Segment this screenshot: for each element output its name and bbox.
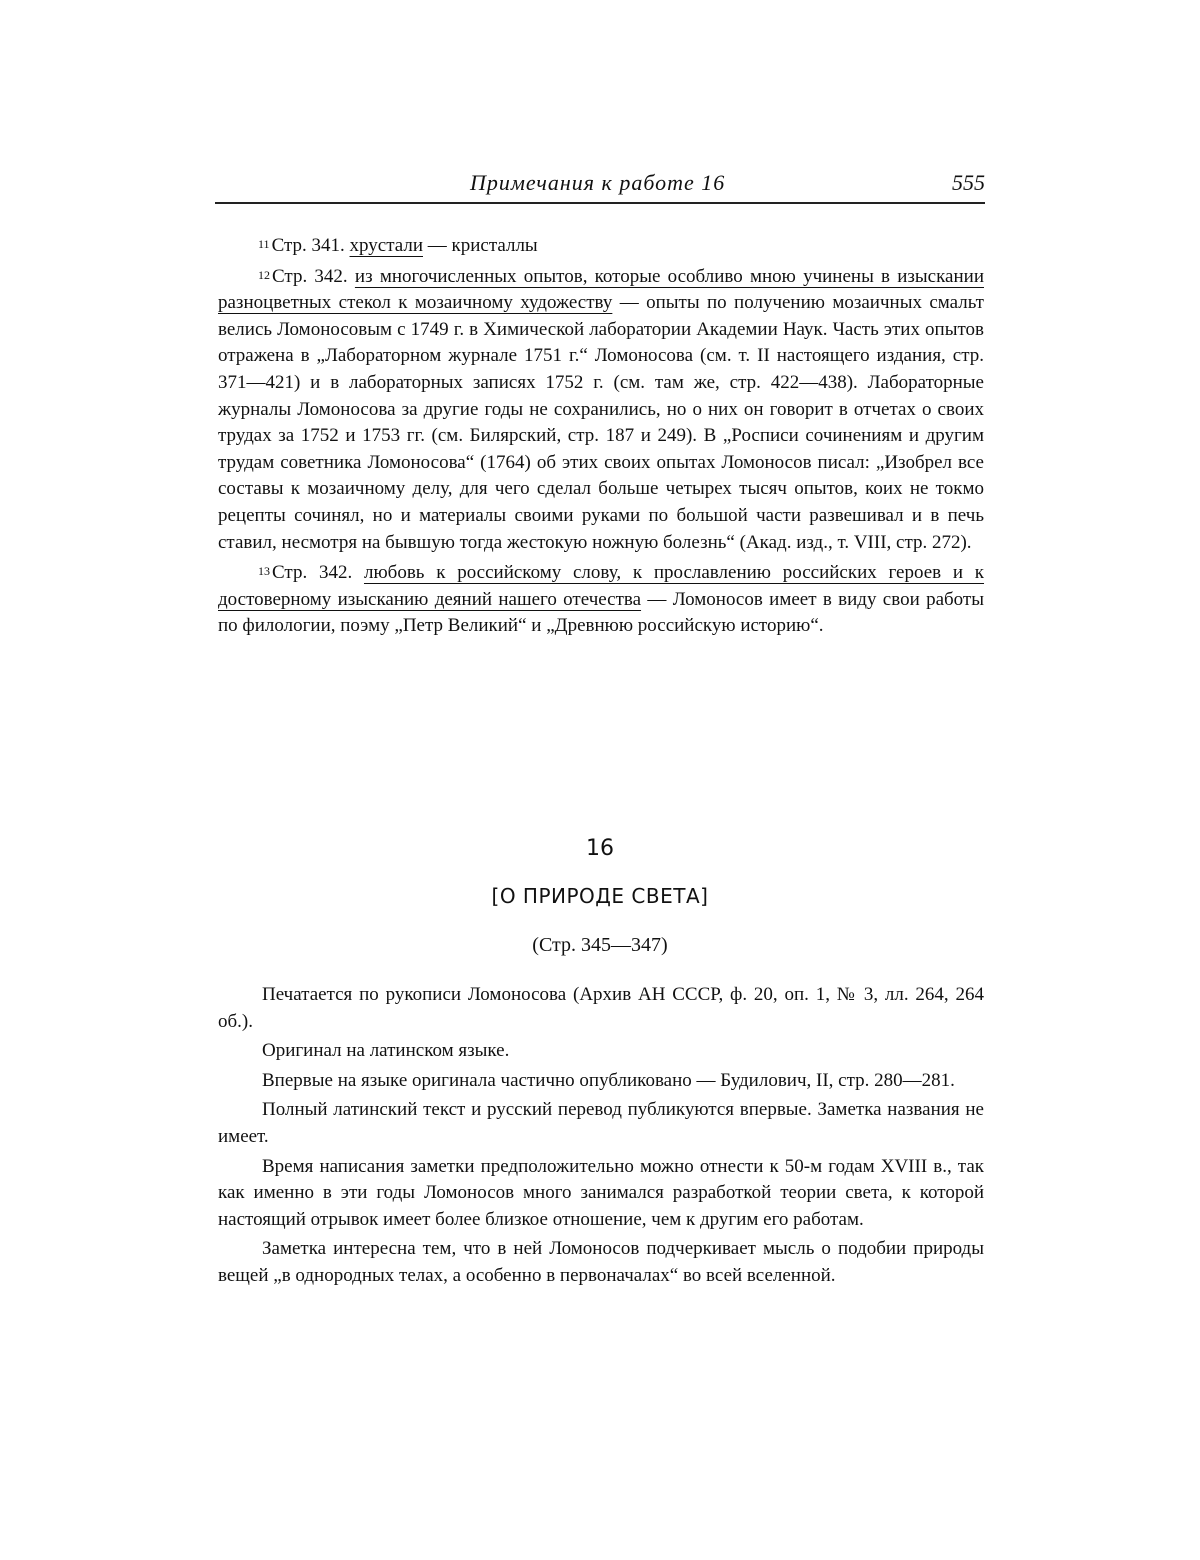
note-lemma: из многочисленных опытов, которые особливо мною учинены в изыскании разноцветных стекол к мозаичному художеству [218,265,984,314]
note-number: 13 [258,564,270,579]
note-number: 12 [258,267,270,282]
commentary-paragraph: Печатается по рукописи Ломоносова (Архив АН СССР, ф. 20, оп. 1, № 3, лл. 264, 264 об.). [218,984,984,1032]
note-lemma: хрустали [349,235,423,256]
note-text: — опыты по получению мозаичных смальт велись Ломоносовым с 1749 г. в Химической лаборатории Академии Наук. Часть этих опытов отражена в „Лабораторном журнале 1751 г.“ Ломоносова (см. т. II настоящего издания, стр. 371—421) и в лабораторных записях 1752 г. (см. там же, стр. 422—438). Лабораторные журналы Ломоносова за другие годы не сохранились, но о них он говорит в отчетах о своих трудах за 1752 и 1753 гг. (см. Билярский, стр. 187 и 249). В „Росписи сочинениям и другим трудам советника Ломоносова“ (1764) об этих своих опытах Ломоносов писал: „Изобрел все составы к мозаичному делу, для чего сделал больше четырех тысяч опытов, коих не токмо рецепты сочинял, но и материалы своими руками по большой части развешивал и в печь ставил, несмотря на бывшую тогда жестокую ножную болезнь“ (Акад. изд., т. VIII, стр. 272). [218,292,984,553]
running-title: Примечания к работе 16 [470,170,726,195]
note-ref: Стр. 341. [271,235,345,256]
note-12 [218,264,984,557]
note-text: — Ломоносов имеет в виду свои работы по филологии, поэму „Петр Великий“ и „Древнюю российскую историю“. [218,588,984,637]
commentary-paragraph: Впервые на языке оригинала частично опубликовано — Будилович, II, стр. 280—281. [262,1069,955,1091]
note-11 [218,233,984,260]
page-number: 555 [952,170,985,195]
notes-block [218,233,984,644]
note-number: 11 [258,237,270,251]
note-ref: Стр. 342. [272,265,348,287]
note-text: — кристаллы [423,235,538,256]
commentary-paragraph: Полный латинский текст и русский перевод публикуются впервые. Заметка названия не имеет. [218,1099,984,1147]
note-13 [218,560,984,640]
commentary-paragraph: Заметка интересна тем, что в ней Ломоносов подчеркивает мысль о подобии природы вещей „в однородных телах, а особенно в первоначалах“ во всей вселенной. [218,1238,984,1286]
section-title: [О ПРИРОДЕ СВЕТА] [491,884,709,908]
running-head [215,168,985,204]
section-number: 16 [586,836,614,861]
note-lemma: любовь к российскому слову, к прославлению российских героев и к достоверному изысканию деяний нашего отечества [218,562,985,610]
commentary-block [218,982,984,1293]
commentary-paragraph: Время написания заметки предположительно можно отнести к 50-м годам XVIII в., так как именно в эти годы Ломоносов много занимался разработкой теории света, к которой настоящий отрывок имеет более близкое отношение, чем к другим его работам. [218,1155,984,1230]
note-ref: Стр. 342. [272,562,353,584]
commentary-paragraph: Оригинал на латинском языке. [262,1040,510,1062]
section-pages: (Стр. 345—347) [532,934,668,956]
